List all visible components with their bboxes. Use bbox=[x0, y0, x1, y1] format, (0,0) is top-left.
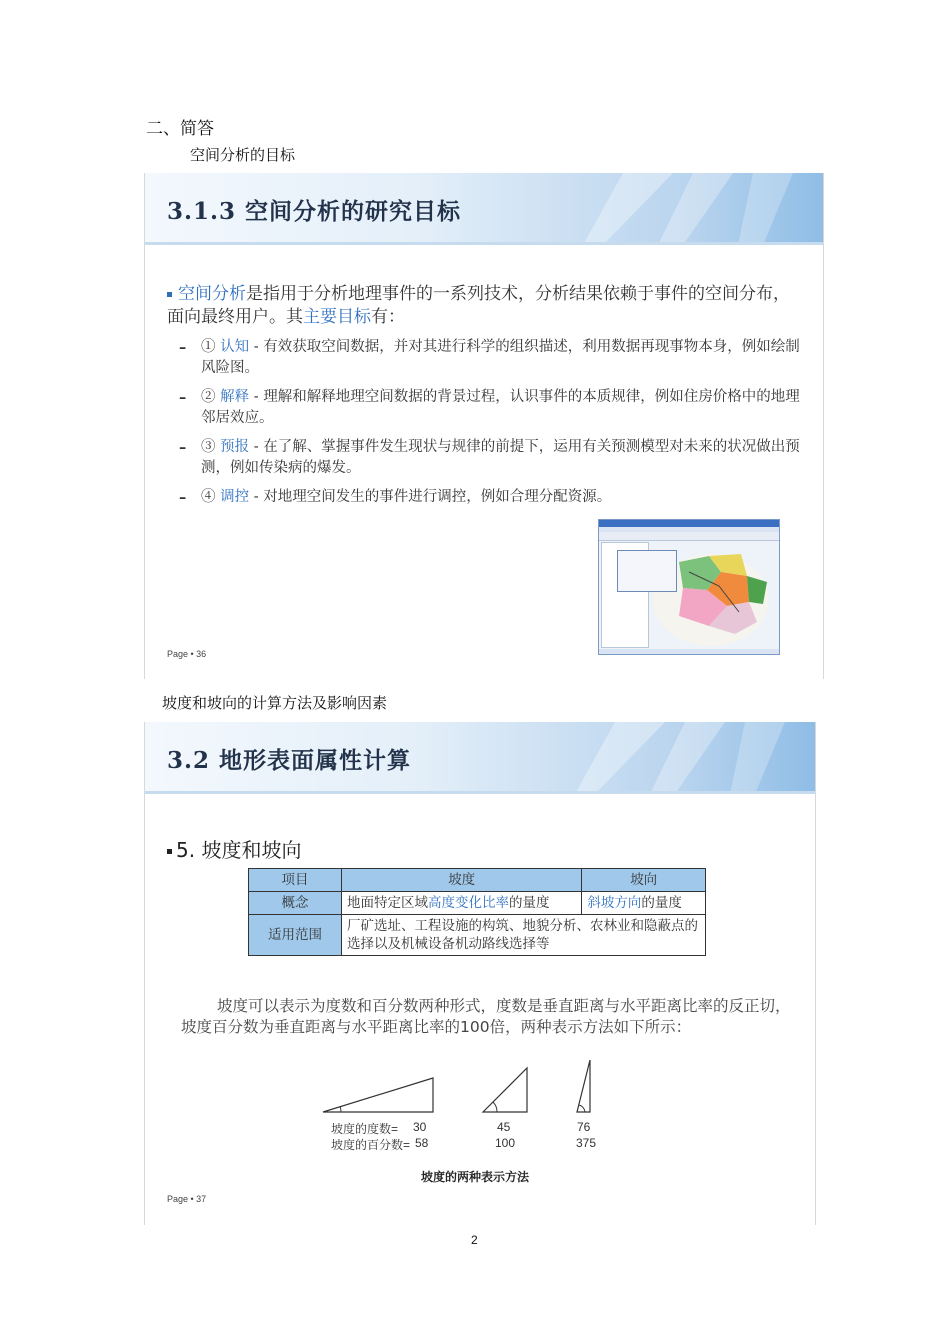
triangle-45 bbox=[483, 1068, 527, 1112]
table-header: 坡度 bbox=[342, 869, 582, 892]
slide-subheading: 5. 坡度和坡向 bbox=[167, 834, 301, 863]
main-bullet bbox=[167, 283, 797, 329]
slide-banner bbox=[145, 722, 815, 794]
percent-value: 58 bbox=[415, 1136, 429, 1150]
slide-spatial-analysis-goals bbox=[144, 173, 824, 679]
list-item: – ④ 调控 - 对地理空间发生的事件进行调控，例如合理分配资源。 bbox=[179, 489, 612, 506]
table-header: 项目 bbox=[249, 869, 342, 892]
banner-rays-decoration bbox=[555, 722, 815, 794]
list-item: – ② 解释 - 理解和解释地理空间数据的背景过程，认识事件的本质规律，例如住房价格中的地理邻居效应。 bbox=[179, 389, 800, 426]
bullet-text-2: 有： bbox=[371, 307, 405, 327]
triangle-30 bbox=[323, 1078, 433, 1112]
row-label: 适用范围 bbox=[249, 915, 342, 956]
degree-value: 30 bbox=[413, 1120, 427, 1134]
gis-software-screenshot bbox=[598, 519, 780, 655]
question-2-heading: 坡度和坡向的计算方法及影响因素 bbox=[162, 694, 388, 712]
slide-title: 3.1.3 空间分析的研究目标 bbox=[167, 198, 462, 225]
section-heading: 二、简答 bbox=[146, 119, 214, 139]
bullet-term: 空间分析 bbox=[178, 284, 246, 304]
degree-value: 76 bbox=[577, 1120, 591, 1134]
table-header-row bbox=[249, 869, 706, 892]
slope-paragraph: 坡度可以表示为度数和百分数两种形式，度数是垂直距离与水平距离比率的反正切，坡度百分数为垂直距离与水平距离比率的100倍，两种表示方法如下所示： bbox=[181, 997, 791, 1036]
table-row bbox=[249, 892, 706, 915]
degree-label: 坡度的度数= bbox=[331, 1122, 399, 1136]
percent-value: 100 bbox=[495, 1136, 516, 1150]
table-cell: 厂矿选址、工程设施的构筑、地貌分析、农林业和隐蔽点的选择以及机械设备机动路线选择等 bbox=[342, 915, 706, 956]
page-number: 2 bbox=[471, 1233, 478, 1247]
percent-label: 坡度的百分数= bbox=[331, 1138, 411, 1152]
slide-page-number: Page • 36 bbox=[167, 649, 207, 659]
degree-value: 45 bbox=[497, 1120, 511, 1134]
table-header: 坡向 bbox=[582, 869, 706, 892]
bullet-square-icon bbox=[167, 292, 172, 297]
bullet-square-icon bbox=[167, 849, 172, 854]
slide-terrain-attributes bbox=[144, 722, 816, 1225]
sub-bullet-list bbox=[179, 337, 801, 516]
question-1-heading: 空间分析的目标 bbox=[190, 146, 296, 164]
table-row bbox=[249, 915, 706, 956]
slope-triangles-figure bbox=[315, 1060, 605, 1120]
table-cell: 斜坡方向的量度 bbox=[582, 892, 706, 915]
list-item: – ③ 预报 - 在了解、掌握事件发生现状与规律的前提下，运用有关预测模型对未来的状况做出预测，例如传染病的爆发。 bbox=[179, 439, 800, 476]
bullet-term-2: 主要目标 bbox=[303, 307, 371, 327]
slide-title: 3.2 地形表面属性计算 bbox=[167, 747, 412, 774]
slope-aspect-table bbox=[248, 868, 706, 956]
slide-banner bbox=[145, 173, 823, 245]
banner-rays-decoration bbox=[563, 173, 823, 245]
percent-value: 375 bbox=[576, 1136, 597, 1150]
triangle-76 bbox=[577, 1060, 590, 1112]
row-label: 概念 bbox=[249, 892, 342, 915]
list-item: – ① 认知 - 有效获取空间数据，并对其进行科学的组织描述，利用数据再现事物本身，例如绘制风险图。 bbox=[179, 339, 800, 376]
figure-caption: 坡度的两种表示方法 bbox=[421, 1170, 530, 1184]
table-cell: 地面特定区域高度变化比率的量度 bbox=[342, 892, 582, 915]
slide-page-number: Page • 37 bbox=[167, 1194, 207, 1204]
bullet-text: 是指用于分析地理事件的一系列技术，分析结果依赖于事件的空间分布，面向最终用户。其 bbox=[167, 284, 790, 327]
